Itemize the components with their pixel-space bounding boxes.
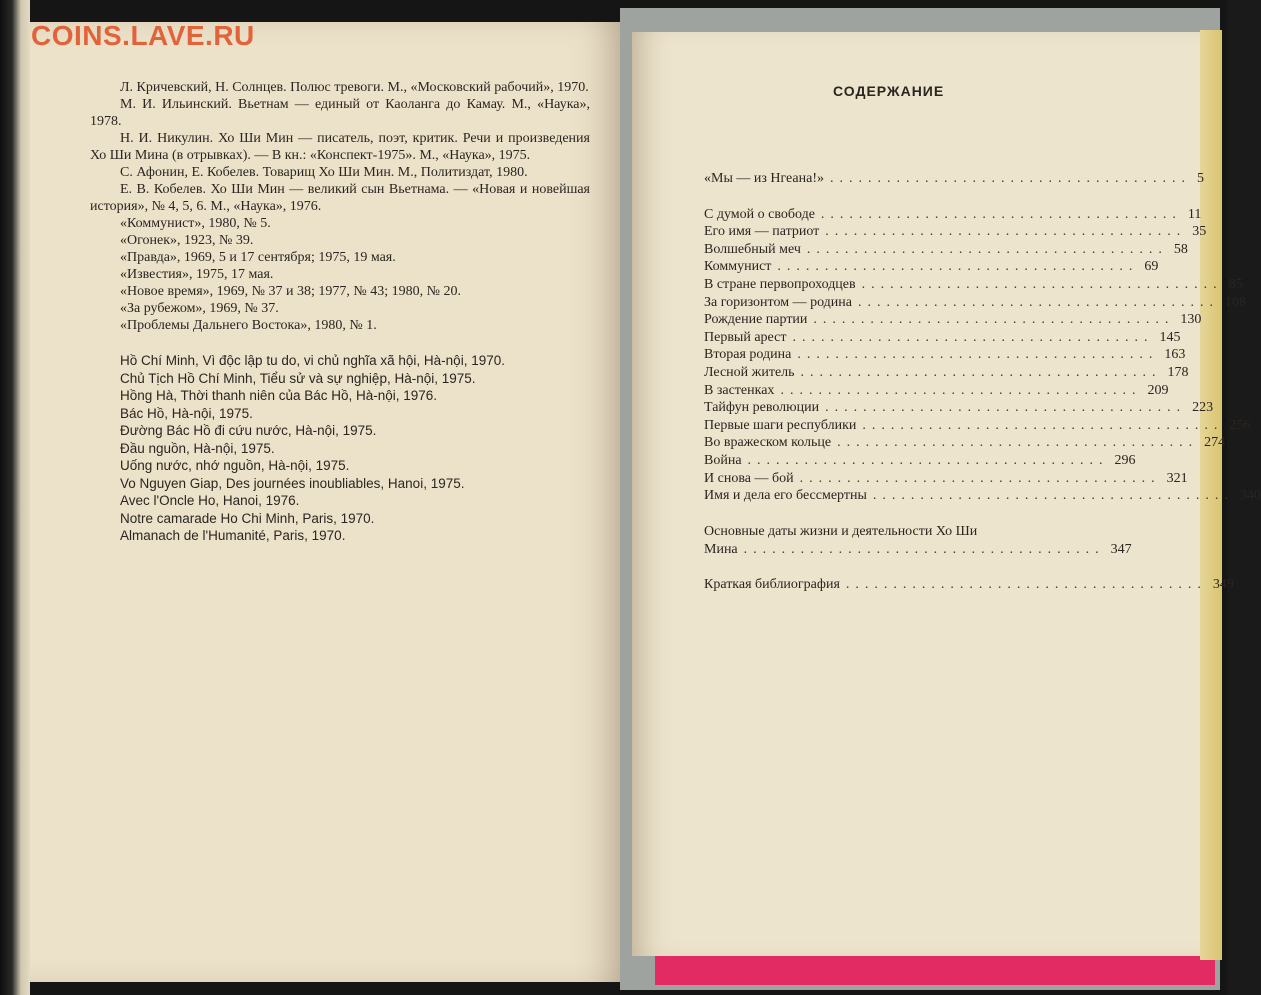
toc-entry (704, 435, 1226, 453)
toc-entry-page: 349 (1212, 577, 1234, 593)
toc-entry-page: 256 (1229, 417, 1251, 433)
toc-entry (704, 259, 1159, 277)
toc-entry (704, 382, 1169, 401)
toc-title: СОДЕРЖАНИЕ (833, 83, 945, 99)
toc-entry-title: Имя и дела его бессмертны (704, 488, 867, 504)
toc-entry-page: 108 (1225, 294, 1246, 310)
toc-entry-page: 145 (1159, 329, 1181, 345)
toc-entry-page: 340 (1239, 488, 1261, 504)
toc-entry-page: 163 (1164, 347, 1186, 363)
biblio-entry: «За рубежом», 1969, № 37. (120, 301, 279, 316)
toc-entry-title: В стране первопроходцев (704, 276, 856, 292)
toc-entry-title: Во вражеском кольце (704, 435, 832, 451)
toc-entry-title: Первые шаги республики (704, 417, 857, 433)
toc-entry-page: 69 (1144, 259, 1159, 275)
table-of-contents (704, 171, 1261, 595)
toc-leader-dots: ...................................... (830, 171, 1192, 186)
toc-entry-page: 130 (1180, 312, 1202, 328)
biblio-entry: Л. Кричевский, Н. Солнцев. Полюс тревоги. М., «Московский рабочий», 1970. (120, 80, 589, 95)
biblio-entry: Е. В. Кобелев. Хо Ши Мин — великий сын Вьетнама. — «Новая и новейшая история», № 4, 5, 6. М., «Наука», 1976. (90, 182, 590, 214)
toc-entry-page: 223 (1192, 400, 1214, 416)
toc-leader-dots: ...................................... (799, 470, 1161, 486)
toc-leader-dots: ...................................... (820, 206, 1182, 222)
cover-pink-band (655, 955, 1215, 985)
toc-entry-dates (704, 523, 1132, 560)
toc-leader-dots: ...................................... (800, 364, 1162, 380)
toc-entry-title: Краткая библиография (704, 577, 840, 593)
toc-entry-title: В застенках (704, 382, 775, 398)
biblio-entry-foreign: Hồng Hà, Thời thanh niên của Bác Hồ, Hà-nội, 1976. (120, 388, 438, 403)
toc-entry-page: 58 (1173, 241, 1188, 257)
toc-entry (704, 488, 1261, 506)
toc-leader-dots: ...................................... (792, 329, 1154, 345)
toc-leader-dots: ...................................... (845, 577, 1207, 593)
toc-entry-title: «Мы — из Нгеана!» (704, 171, 825, 186)
biblio-entry-foreign: Almanach de l'Humanité, Paris, 1970. (120, 528, 346, 543)
biblio-entry: С. Афонин, Е. Кобелев. Товарищ Хо Ши Мин. М., Политиздат, 1980. (120, 165, 528, 180)
biblio-entry-foreign: Avec l'Oncle Ho, Hanoi, 1976. (120, 493, 300, 508)
toc-entry-title: Коммунист (704, 259, 772, 275)
toc-entry-title: Рождение партии (704, 312, 808, 328)
biblio-entry: М. И. Ильинский. Вьетнам — единый от Каолангa до Камау. М., «Наука», 1978. (90, 97, 590, 129)
biblio-entry-foreign: Đầu nguồn, Hà-nội, 1975. (120, 440, 275, 456)
biblio-entry: Н. И. Никулин. Хо Ши Мин — писатель, поэт, критик. Речи и произведения Хо Ши Мина (в отрывках). — В кн.: «Конспект-1975». М., «Наука», 1975. (90, 131, 590, 163)
toc-entry-title: Его имя — патриот (704, 224, 820, 240)
biblio-entry-foreign: Đường Bác Hồ đi cứu nước, Hà-nội, 1975. (120, 423, 377, 438)
toc-entry (704, 312, 1202, 330)
toc-entry-title: И снова — бой (704, 470, 794, 486)
toc-entry (704, 452, 1136, 471)
toc-leader-dots: ...................................... (861, 276, 1223, 292)
toc-leader-dots: ...................................... (813, 312, 1175, 328)
biblio-entry-foreign: Notre camarade Ho Chi Minh, Paris, 1970. (120, 510, 375, 526)
toc-leader-dots: ...................................... (862, 417, 1224, 433)
biblio-entry-foreign: Uống nước, nhớ nguồn, Hà-nội, 1975. (120, 458, 350, 473)
toc-leader-dots: ...................................... (872, 488, 1234, 504)
biblio-entry: «Известия», 1975, 17 мая. (120, 267, 274, 282)
toc-entry-page: 296 (1114, 452, 1136, 468)
toc-leader-dots: ...................................... (777, 259, 1139, 275)
book-binding-edge (0, 0, 30, 995)
watermark: COINS.LAVE.RU (31, 20, 255, 51)
toc-leader-dots: ...................................... (806, 241, 1168, 257)
biblio-entry: «Огонек», 1923, № 39. (120, 233, 254, 248)
toc-entry-page: 85 (1228, 276, 1243, 292)
toc-entry-title: Основные даты жизни и деятельности Хо Ши (704, 523, 978, 539)
toc-entry (704, 206, 1202, 225)
toc-entry (704, 417, 1251, 436)
toc-entry-title: Тайфун революции (704, 400, 820, 416)
biblio-entry-foreign: Chủ Tịch Hồ Chí Minh, Tiểu sử và sự nghiệp, Hà-nội, 1975. (120, 370, 476, 386)
toc-entry-intro (704, 171, 1205, 189)
toc-leader-dots: ...................................... (825, 224, 1187, 240)
biblio-entry-foreign: Hồ Chí Minh, Vì độc lập tu do, vi chủ nghĩa xã hội, Hà-nội, 1970. (120, 353, 505, 368)
toc-leader-dots: ...................................... (743, 541, 1105, 557)
toc-leader-dots: ...................................... (797, 347, 1159, 363)
toc-entry-page: 347 (1110, 541, 1132, 557)
toc-leader-dots: ...................................... (837, 435, 1199, 451)
biblio-entry-foreign: Bác Hồ, Hà-nội, 1975. (120, 405, 253, 421)
toc-entry-title: Волшебный меч (704, 241, 801, 257)
toc-entry-title: С думой о свободе (704, 206, 815, 222)
toc-leader-dots: ...................................... (858, 294, 1219, 310)
toc-entry-page: 209 (1147, 382, 1169, 398)
toc-entry (704, 364, 1189, 383)
biblio-entry: «Коммунист», 1980, № 5. (120, 216, 271, 231)
biblio-entry: «Новое время», 1969, № 37 и 38; 1977, № 43; 1980, № 20. (120, 284, 461, 299)
biblio-entry: «Проблемы Дальнего Востока», 1980, № 1. (120, 318, 377, 333)
toc-entry-bibliography (704, 577, 1234, 595)
toc-entry-page: 274 (1204, 435, 1226, 451)
toc-entry-title-cont: Мина (704, 541, 738, 557)
toc-entry (704, 294, 1246, 313)
toc-entry-title: За горизонтом — родина (704, 294, 852, 310)
toc-entry-page: 321 (1166, 470, 1188, 486)
toc-entry (704, 347, 1186, 365)
toc-entry (704, 329, 1181, 348)
toc-entry-page: 178 (1167, 364, 1189, 380)
biblio-entry: «Правда», 1969, 5 и 17 сентября; 1975, 19 мая. (120, 250, 396, 265)
biblio-entry-foreign: Vo Nguyen Giap, Des journées inoubliables, Hanoi, 1975. (120, 475, 465, 491)
toc-leader-dots: ...................................... (825, 400, 1187, 416)
toc-entry-page: 35 (1192, 224, 1207, 240)
toc-leader-dots: ...................................... (780, 382, 1142, 398)
toc-entry (704, 224, 1207, 242)
toc-entry-title: Война (704, 452, 742, 468)
toc-entry (704, 470, 1188, 489)
toc-entry-title: Первый арест (704, 329, 787, 345)
toc-entry-page: 5 (1197, 171, 1205, 186)
bibliography-list (90, 79, 590, 545)
toc-entry (704, 400, 1214, 418)
toc-leader-dots: ...................................... (747, 452, 1109, 468)
toc-entry-page: 11 (1187, 206, 1202, 222)
toc-entry-title: Лесной житель (704, 364, 795, 380)
toc-entry (704, 276, 1243, 295)
toc-entry (704, 241, 1188, 260)
toc-entry-title: Вторая родина (704, 347, 792, 363)
